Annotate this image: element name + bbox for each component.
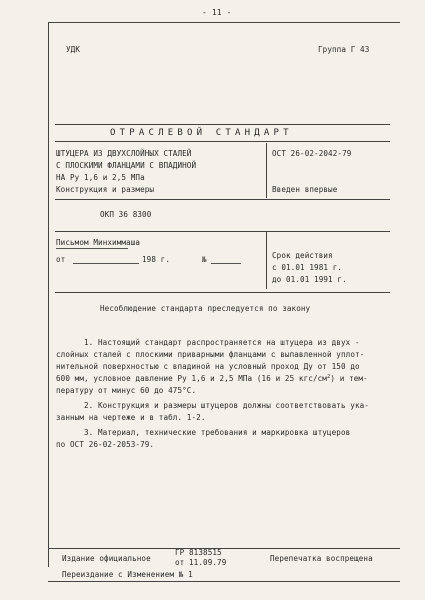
footer-gr-number: ГР 8138515	[175, 548, 222, 557]
footer-reissue: Переиздание с Изменением № 1	[62, 570, 193, 579]
para-2-line-1: 2. Конструкция и размеры штуцеров должны соответствовать ука-	[84, 401, 369, 410]
group-label: Группа Г 43	[318, 45, 370, 54]
okp-code: ОКП 36 8300	[100, 210, 152, 219]
letter-label-underline	[56, 248, 128, 249]
name-block-rule	[55, 199, 390, 200]
product-name-line-2: С ПЛОСКИМИ ФЛАНЦАМИ С ВПАДИНОЙ	[56, 161, 197, 170]
name-block-divider	[266, 143, 267, 198]
footer-rule	[48, 548, 400, 549]
page-number: - 11 -	[202, 8, 232, 17]
law-notice: Несоблюдение стандарта преследуется по закону	[100, 304, 311, 313]
letter-label: Письмом Минхиммаша	[56, 238, 141, 247]
letter-number-blank	[211, 263, 241, 264]
letter-year: 198 г.	[142, 255, 171, 264]
para-1-line-4-text: 600 мм, условное давление Ру 1,6 и 2,5 МПа (16 и 25 кгс/см	[56, 374, 327, 383]
para-3-line-2: по ОСТ 26-02-2053-79.	[56, 440, 155, 449]
product-name-line-4: Конструкция и размеры	[56, 185, 155, 194]
validity-from: с 01.01 1981 г.	[272, 263, 343, 272]
para-3-line-1: 3. Материал, технические требования и маркировка штуцеров	[84, 428, 351, 437]
title-rule-top	[55, 124, 390, 125]
footer-gr-date: от 11.09.79	[175, 558, 227, 567]
frame-top-border	[48, 22, 400, 23]
para-1-line-3: нительной поверхностью с впадиной на условный проход Ду от 150 до	[56, 362, 360, 371]
frame-left-border	[48, 22, 49, 567]
ost-number: ОСТ 26-02-2042-79	[272, 149, 352, 158]
footer-reprint-notice: Перепечатка воспрещена	[270, 554, 373, 563]
okp-rule	[55, 231, 390, 232]
standard-title: ОТРАСЛЕВОЙ СТАНДАРТ	[110, 128, 293, 138]
introduced-note: Введен впервые	[272, 185, 338, 194]
udk-label: УДК	[66, 45, 81, 54]
validity-to: до 01.01 1991 г.	[272, 275, 347, 284]
para-1-superscript: 2	[326, 374, 331, 380]
para-1-line-2: слойных сталей с плоскими приварными фланцами с выпавленной уплот-	[56, 350, 365, 359]
para-1-line-4	[56, 374, 368, 385]
approval-block-rule	[55, 292, 390, 293]
product-name-line-3: НА Ру 1,6 и 2,5 МПа	[56, 173, 145, 182]
letter-from-label: от	[56, 255, 66, 264]
para-1-line-1: 1. Настоящий стандарт распространяется на штуцера из двух -	[84, 338, 360, 347]
product-name-line-1: ШТУЦЕРА ИЗ ДВУХСЛОЙНЫХ СТАЛЕЙ	[56, 149, 192, 158]
footer-edition: Издание официальное	[62, 554, 151, 563]
para-1-line-4-tail: ) и тем-	[330, 374, 368, 383]
letter-number-label: №	[202, 255, 207, 264]
title-rule-bottom	[55, 141, 390, 142]
letter-date-blank	[73, 263, 139, 264]
footer-bottom-rule	[48, 581, 400, 582]
para-1-line-5: пературу от минус 60 до 475°С.	[56, 386, 197, 395]
approval-block-divider	[266, 231, 267, 289]
validity-label: Срок действия	[272, 251, 333, 260]
para-2-line-2: занным на чертеже и в табл. 1-2.	[56, 413, 206, 422]
